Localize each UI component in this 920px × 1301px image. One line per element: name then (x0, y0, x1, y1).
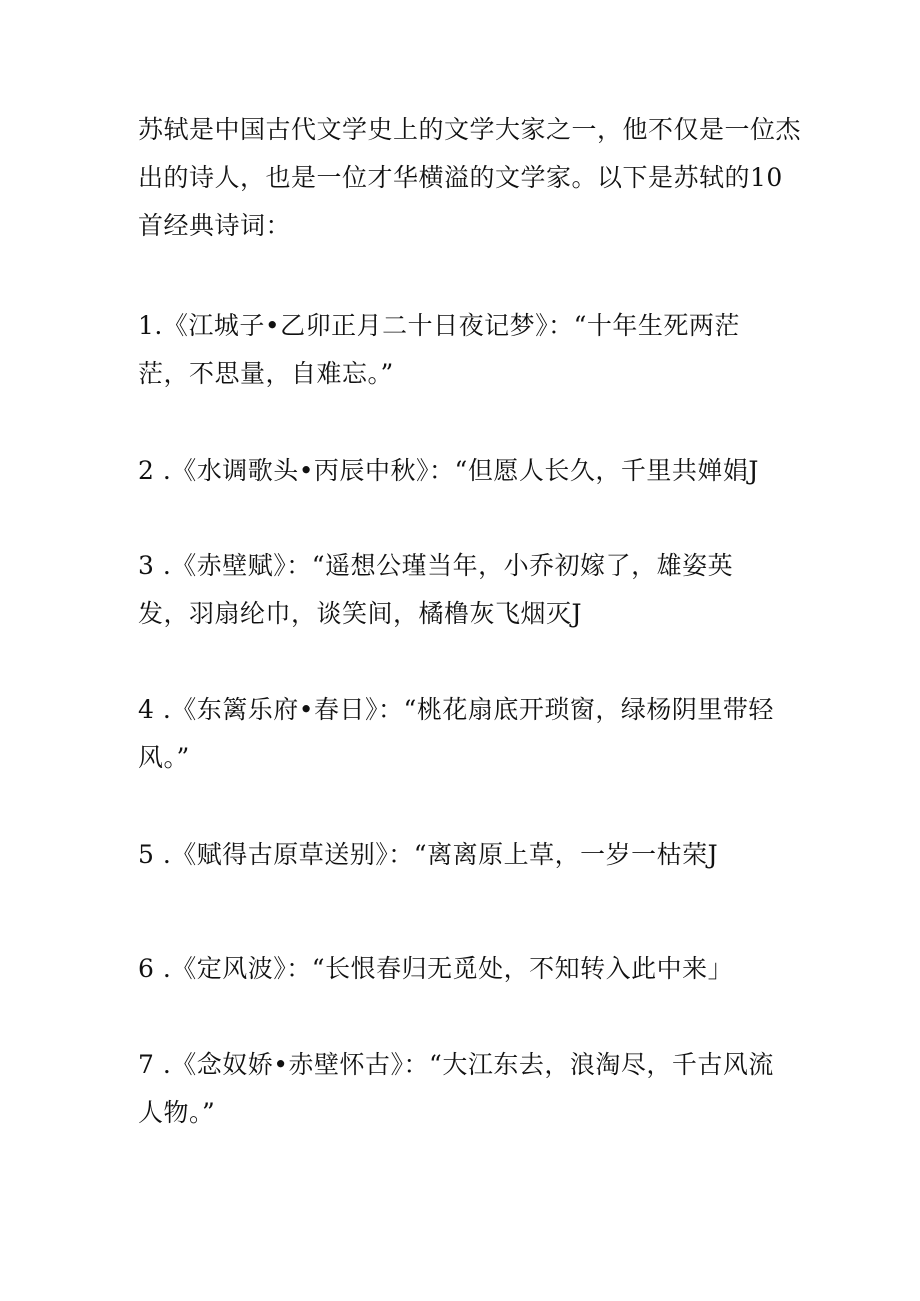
poem-line: 人物。” (138, 1098, 216, 1127)
intro-line: 出的诗人，也是一位才华横溢的文学家。以下是苏轼的10 (138, 163, 783, 192)
poem-line: 1.《江城子•乙卯正月二十日夜记梦》：“十年生死两茫 (138, 311, 740, 340)
poem-line: 4 .《东篱乐府•春日》：“桃花扇底开琐窗，绿杨阴里带轻 (138, 695, 774, 724)
poem-line: 茫，不思量，自难忘。” (138, 359, 394, 388)
poem-item-4 (138, 686, 788, 782)
poem-line: 7 .《念奴娇•赤壁怀古》：“大江东去，浪淘尽，千古风流 (138, 1050, 774, 1079)
poem-item-7 (138, 1041, 788, 1137)
poem-line: 发，羽扇纶巾，谈笑间，橘橹灰飞烟灭J (138, 599, 583, 628)
poem-line: 5 .《赋得古原草送别》：“离离原上草，一岁一枯荣J (138, 840, 719, 869)
poem-line: 6 .《定风波》：“长恨春归无觅处，不知转入此中来」 (138, 954, 734, 983)
intro-paragraph (138, 106, 802, 250)
poem-item-5 (138, 831, 788, 879)
poem-item-3 (138, 542, 788, 638)
poem-line: 2 .《水调歌头•丙辰中秋》：“但愿人长久，千里共婵娟J (138, 456, 759, 485)
poem-line: 风。” (138, 743, 190, 772)
poem-line: 3 .《赤壁赋》：“遥想公瑾当年，小乔初嫁了，雄姿英 (138, 551, 734, 580)
poem-item-2 (138, 447, 788, 495)
intro-line: 首经典诗词： (138, 211, 292, 240)
poem-item-1 (138, 302, 788, 398)
poem-item-6 (138, 945, 788, 993)
intro-line: 苏轼是中国古代文学史上的文学大家之一，他不仅是一位杰 (138, 115, 802, 144)
